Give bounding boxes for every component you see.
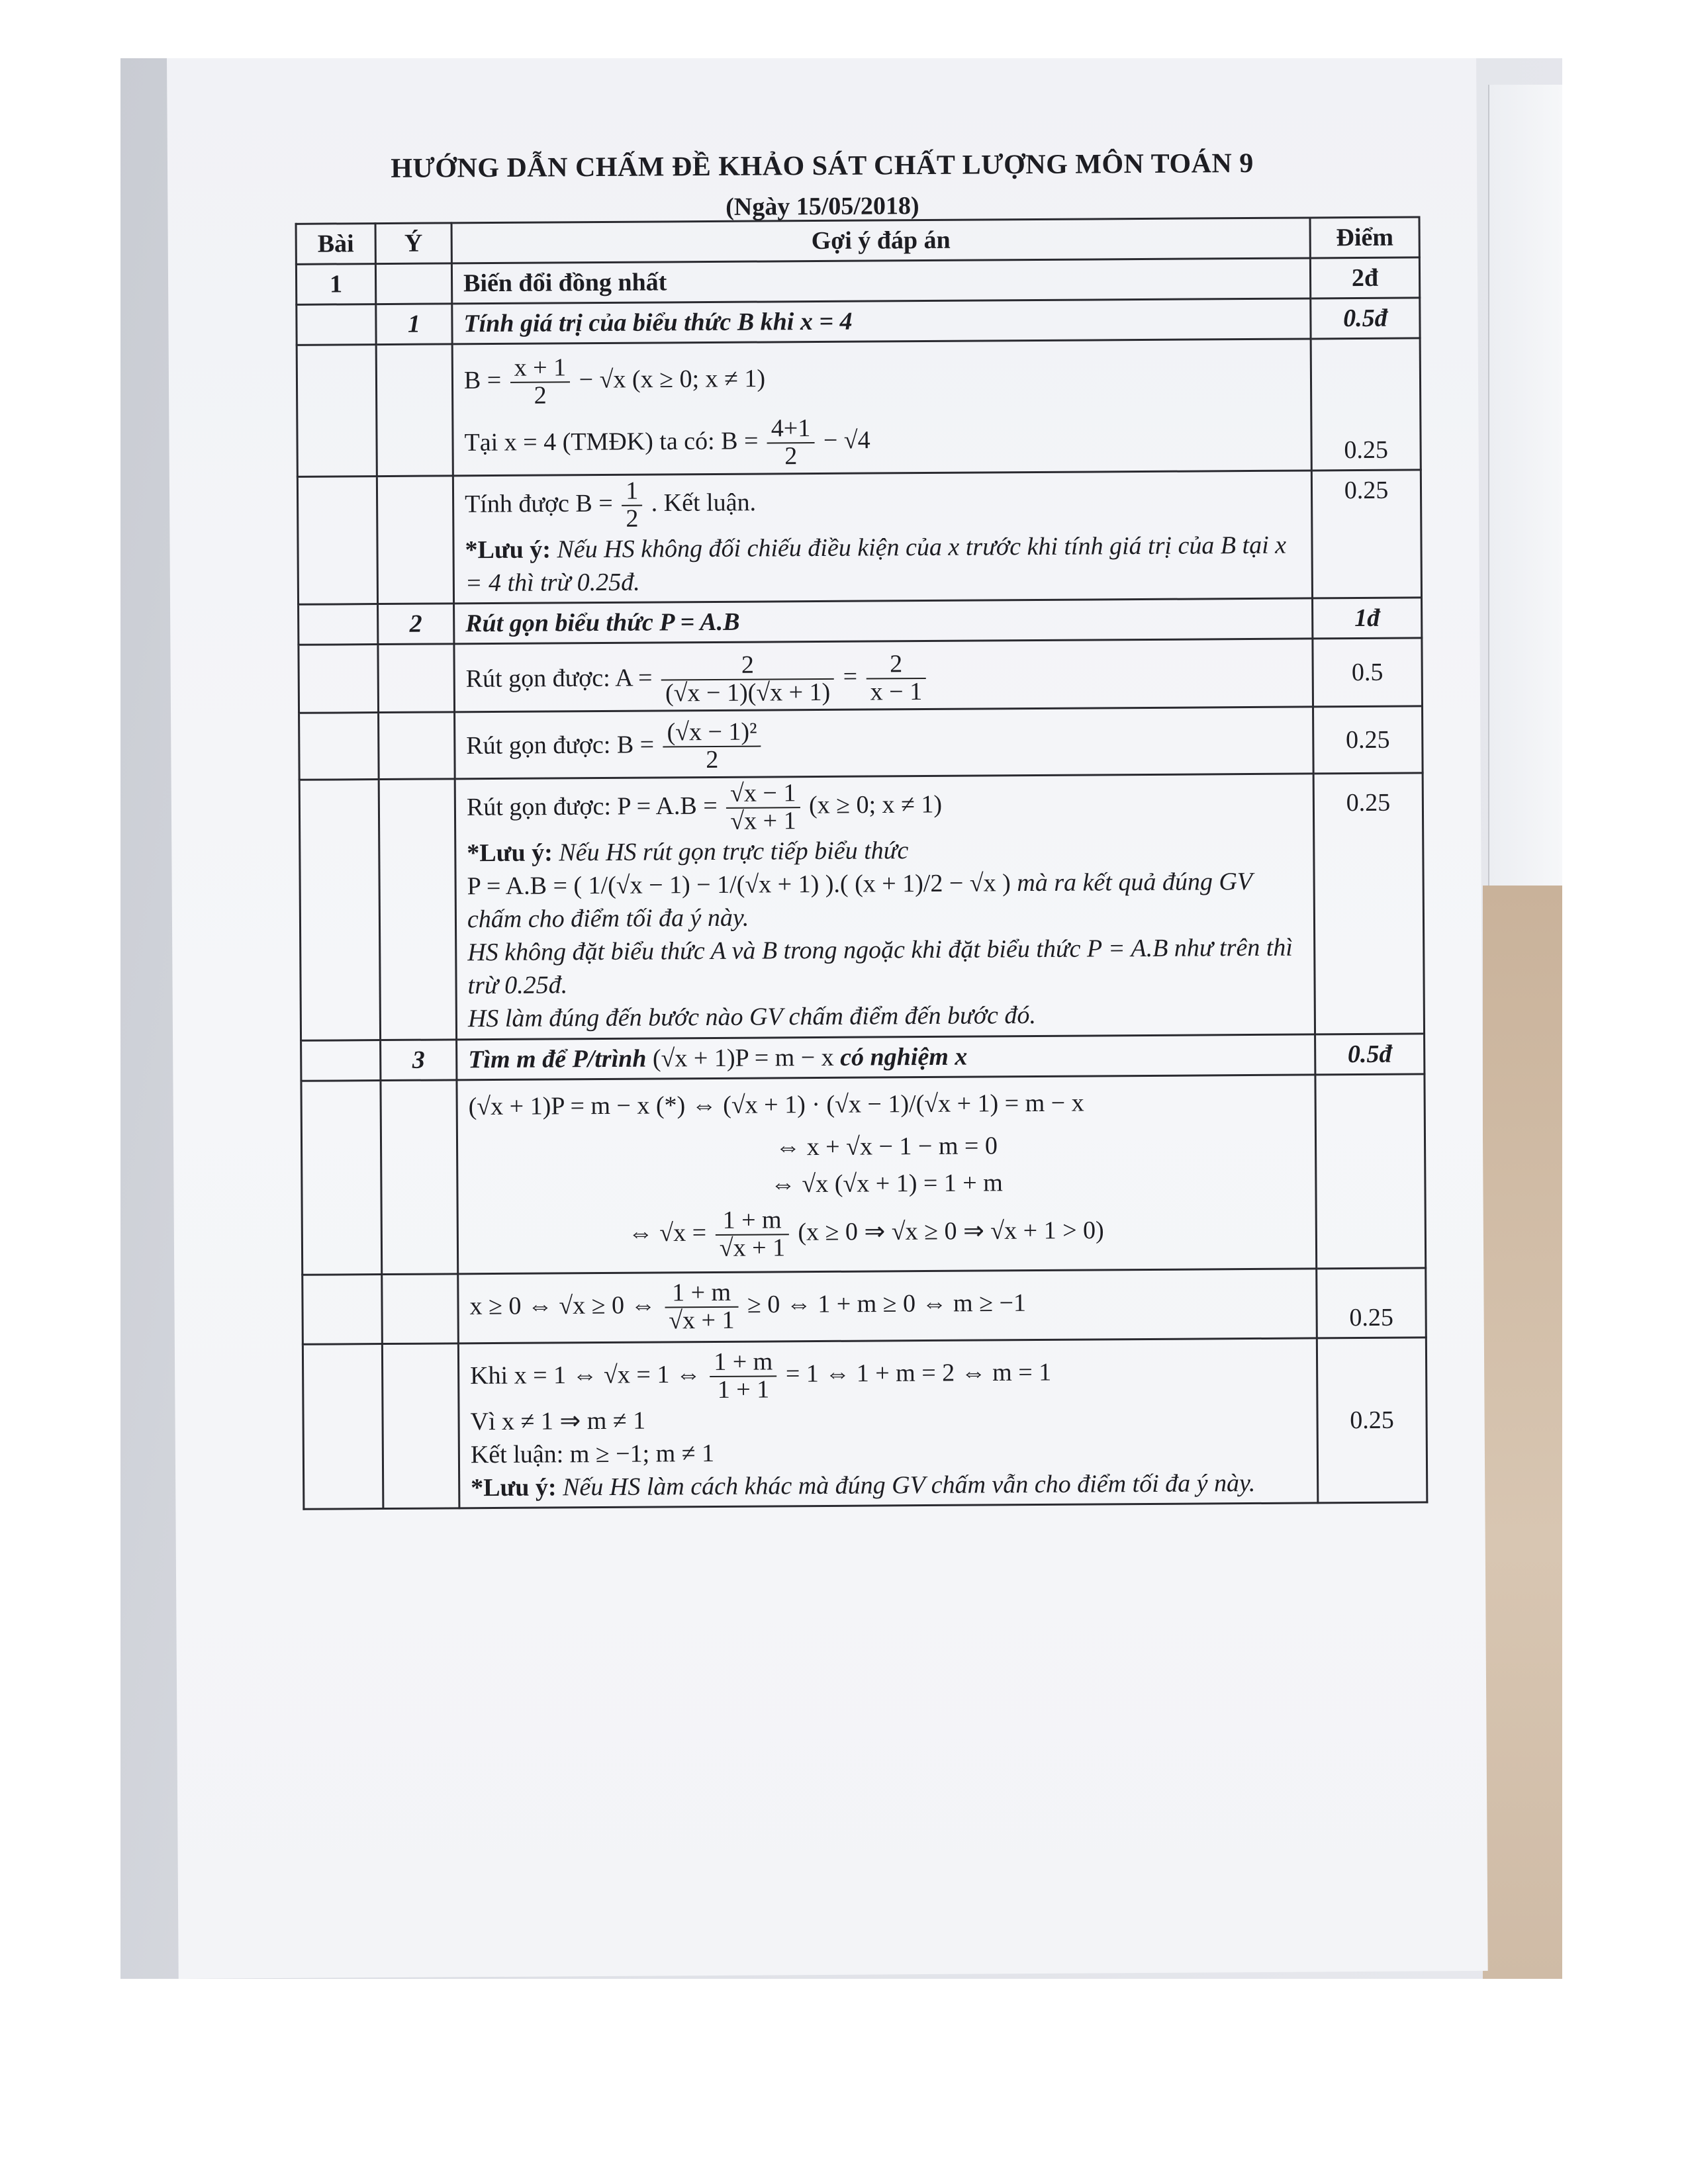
equation-line: Vì x ≠ 1 ⇒ m ≠ 1: [470, 1406, 646, 1435]
bai-score: 2đ: [1310, 257, 1419, 298]
document-title: HƯỚNG DẪN CHẤM ĐỀ KHẢO SÁT CHẤT LƯỢNG MÔN TOÁN 9: [391, 148, 1254, 184]
equation-b: B = $\frac{x + 1}{2}$ − √x (x ≥ 0; x ≠ 1): [463, 353, 766, 410]
grading-table: [295, 216, 1429, 1510]
table-row: [303, 1268, 1427, 1344]
equation-line: ⇔ √x (√x + 1) = 1 + m: [770, 1169, 1003, 1199]
answer-cell: [453, 471, 1312, 604]
y-title: Tính giá trị của biểu thức B khi x = 4: [452, 298, 1311, 344]
answer-key-sheet: [167, 58, 1488, 1979]
answer-cell: [454, 639, 1313, 712]
document-date: (Ngày 15/05/2018): [726, 192, 919, 221]
y-score: 0.5đ: [1315, 1033, 1425, 1074]
header-bai: Bài: [296, 224, 375, 265]
table-row: [299, 706, 1423, 780]
equation-tai-x: Tại x = 4 (TMĐK) ta có: B = $\frac{4+1}{2}$ − √4: [464, 414, 870, 471]
grading-note: *Lưu ý: Nếu HS làm cách khác mà đúng GV chấm vẫn cho điểm tối đa ý này.: [471, 1469, 1256, 1502]
score-value: 0.5: [1313, 638, 1423, 707]
equation-b-simplified: Rút gọn được: B = $\frac{\text{(√x − 1)²}}{2}$: [466, 716, 1301, 775]
answer-cell: [455, 707, 1314, 779]
equation-result: Tính được B = $\frac{1}{2}$ . Kết luận.: [464, 477, 757, 533]
table-row: [299, 638, 1423, 713]
y-score: 0.5đ: [1311, 298, 1420, 339]
table-row: [297, 470, 1421, 604]
header-diem: Điểm: [1310, 217, 1419, 258]
table-row: [299, 773, 1424, 1040]
equation-line: (√x + 1)P = m − x (*) ⇔ (√x + 1) · (√x − 1)/(√x + 1) = m − x: [468, 1089, 1084, 1120]
table-row: [303, 1338, 1427, 1510]
grading-note: *Lưu ý: Nếu HS rút gọn trực tiếp biểu thức: [467, 836, 909, 867]
answer-cell: [458, 1338, 1317, 1508]
bai-title: Biến đổi đồng nhất: [451, 258, 1310, 304]
y-title: Tìm m để P/trình (√x + 1)P = m − x có nghiệm x: [457, 1034, 1315, 1079]
conclusion: Kết luận: m ≥ −1; m ≠ 1: [470, 1439, 715, 1469]
header-y: Ý: [375, 223, 451, 264]
y-number: 2: [378, 604, 454, 645]
equation-a: Rút gọn được: A = $\frac{2}{(√x - 1)(√x + 1)}$ = $\frac{2}{x - 1}$: [466, 649, 1301, 708]
score-value: 0.25: [1311, 338, 1421, 471]
table-row: [297, 338, 1421, 477]
underlying-paper: [1488, 85, 1562, 886]
table-row: [301, 1074, 1426, 1275]
table-row: [299, 598, 1422, 645]
equation-condition: x ≥ 0 ⇔ √x ≥ 0 ⇔ $\frac{1 + m}{√x + 1}$ ≥ 0 ⇔ 1 + m ≥ 0 ⇔ m ≥ −1: [469, 1278, 1027, 1335]
answer-cell: [458, 1269, 1317, 1343]
answer-cell: [457, 1075, 1317, 1274]
table-header-row: [296, 217, 1419, 265]
table-row: [296, 257, 1419, 305]
desk-surface: [1483, 886, 1562, 1979]
y-number: 3: [381, 1039, 457, 1080]
grading-note-equation: P = A.B = ( 1/(√x − 1) − 1/(√x + 1) ).( (x + 1)/2 − √x ) mà ra kết quả đúng GV chấm cho điểm tối đa ý này.: [467, 867, 1252, 934]
answer-cell: [455, 774, 1315, 1040]
y-title: Rút gọn biểu thức P = A.B: [454, 598, 1313, 644]
grading-note: HS làm đúng đến bước nào GV chấm điểm đến bước đó.: [467, 1001, 1037, 1033]
table-row: [297, 298, 1420, 345]
y-number: 1: [376, 304, 452, 345]
score-value: 0.25: [1317, 1338, 1427, 1503]
score-value: 0.25: [1311, 470, 1421, 598]
score-value: 0.25: [1313, 706, 1423, 774]
equation-line: ⇔ √x = $\frac{1 + m}{√x + 1}$ (x ≥ 0 ⇒ √x ≥ 0 ⇒ √x + 1 > 0): [628, 1206, 1104, 1263]
y-score: 1đ: [1313, 598, 1422, 639]
equation-khi: Khi x = 1 ⇔ √x = 1 ⇔ $\frac{1 + m}{1 + 1}$ = 1 ⇔ 1 + m = 2 ⇔ m = 1: [470, 1347, 1052, 1404]
grading-note: *Lưu ý: Nếu HS không đối chiếu điều kiện của x trước khi tính giá trị của B tại x = 4 thì trừ 0.25đ.: [465, 531, 1287, 598]
photo-background: [120, 58, 1562, 1979]
score-value: 0.25: [1317, 1268, 1427, 1338]
answer-cell: [452, 339, 1311, 475]
equation-line: ⇔ x + √x − 1 − m = 0: [775, 1132, 998, 1161]
bai-number: 1: [296, 264, 375, 305]
score-value: 0.25: [1313, 773, 1424, 1034]
table-row: [301, 1033, 1425, 1081]
equation-p: Rút gọn được: P = A.B = $\frac{√x - 1}{√x + 1}$ (x ≥ 0; x ≠ 1): [466, 779, 943, 835]
header-goi-y: Gợi ý đáp án: [451, 218, 1310, 263]
grading-note: HS không đặt biểu thức A và B trong ngoặc khi đặt biểu thức P = A.B như trên thì trừ 0.25đ.: [467, 933, 1293, 1000]
